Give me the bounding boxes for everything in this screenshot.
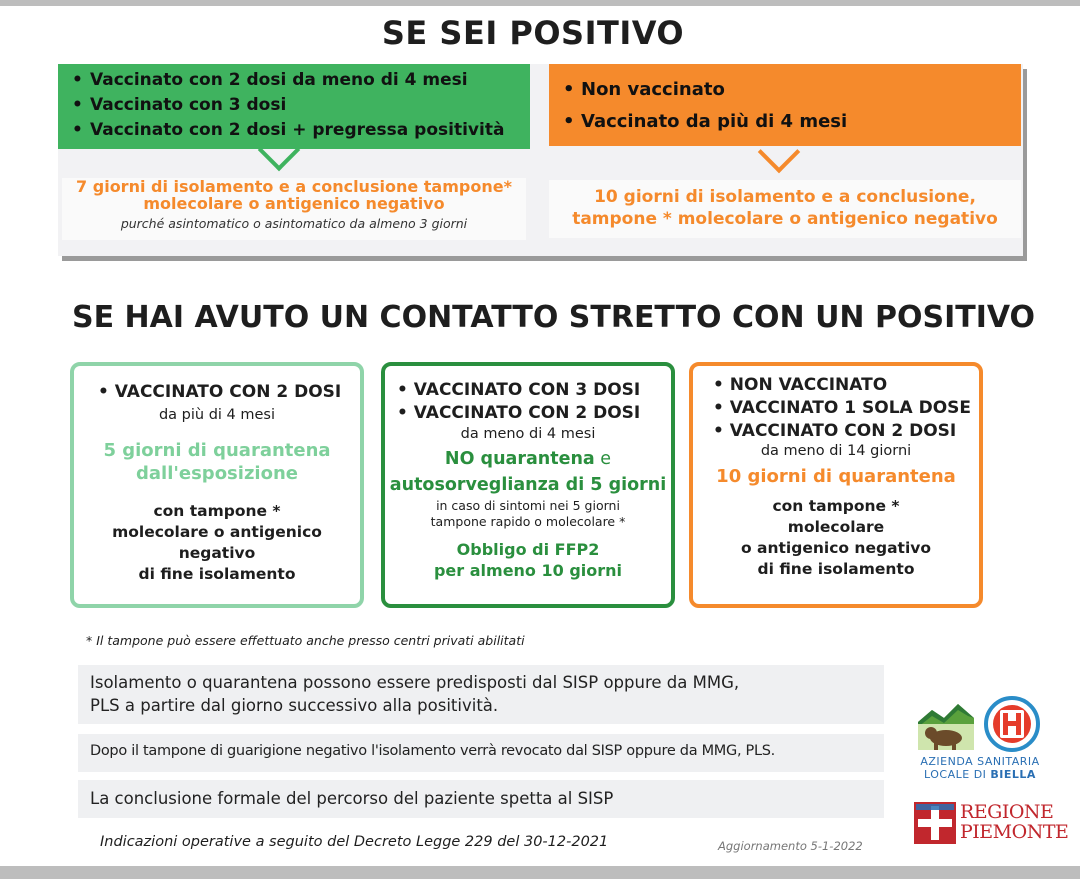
result-line: 7 giorni di isolamento e a conclusione tampone* (76, 177, 512, 196)
decree-reference: Indicazioni operative a seguito del Decreto Legge 229 del 30-12-2021 (100, 834, 609, 850)
card-highlight (385, 446, 671, 498)
asl-biella-name (912, 755, 1048, 781)
card-tail (74, 501, 360, 585)
not-vaccinated-result (549, 180, 1021, 238)
info-line: PLS a partire dal giorno successivo alla positività. (90, 696, 499, 715)
asl-city: BIELLA (990, 768, 1036, 781)
footnote: * Il tampone può essere effettuato anche presso centri privati abilitati (86, 633, 525, 648)
contact-card-2-doses-old (70, 362, 364, 608)
tail-line: di fine isolamento (138, 565, 296, 583)
regione-line: REGIONE (960, 801, 1054, 823)
regione-line: PIEMONTE (960, 821, 1069, 843)
result-line: 10 giorni di isolamento e a conclusione, (594, 187, 976, 207)
tail-line: con tampone * (772, 497, 900, 515)
list-item: • Vaccinato con 2 dosi + pregressa positività (58, 118, 530, 143)
result-line: molecolare o antigenico negativo (143, 194, 445, 213)
card-highlight (74, 439, 360, 485)
result-line: tampone * molecolare o antigenico negativo (572, 209, 998, 229)
info-box-revocation: Dopo il tampone di guarigione negativo l'isolamento verrà revocato dal SISP oppure da MMG, PLS. (78, 734, 884, 772)
tail-line: o antigenico negativo (740, 539, 932, 557)
contact-card-not-vaccinated (689, 362, 983, 608)
asl-line: LOCALE DI (924, 768, 991, 781)
card-highlight: 10 giorni di quarantena (716, 466, 956, 487)
list-item: • Vaccinato da più di 4 mesi (549, 106, 1021, 138)
top-border (0, 0, 1080, 6)
card-sub: da più di 4 mesi (158, 407, 276, 423)
tail-line: molecolare (787, 518, 885, 536)
highlight-line: dall'esposizione (136, 463, 298, 484)
regione-piemonte-name (960, 802, 1068, 842)
card-item: • VACCINATO CON 2 DOSI (385, 402, 671, 425)
hospital-h-icon (986, 698, 1038, 750)
ffp2-requirement (385, 539, 671, 581)
card-tail (693, 496, 979, 580)
tail-line: di fine isolamento (757, 560, 915, 578)
card-item: • VACCINATO CON 2 DOSI (74, 381, 360, 404)
info-box-conclusion: La conclusione formale del percorso del paziente spetta al SISP (78, 780, 884, 818)
card-sub: da meno di 14 giorni (760, 443, 912, 459)
card-item: • VACCINATO CON 3 DOSI (385, 379, 671, 402)
bottom-border (0, 866, 1080, 879)
tail-line: con tampone * (153, 502, 281, 520)
contact-card-3-doses (381, 362, 675, 608)
contact-section-title: SE HAI AVUTO UN CONTATTO STRETTO CON UN POSITIVO (72, 300, 1036, 335)
regione-piemonte-logo (914, 802, 956, 844)
vaccinated-list (58, 64, 530, 143)
not-vaccinated-list (549, 64, 1021, 138)
info-box-isolation (78, 665, 884, 724)
card-item: • VACCINATO 1 SOLA DOSE (693, 397, 979, 420)
vaccinated-box (58, 64, 530, 149)
update-date: Aggiornamento 5-1-2022 (718, 839, 863, 853)
highlight-line: 5 giorni di quarantena (103, 440, 331, 461)
note-line: tampone rapido o molecolare * (430, 514, 626, 529)
note-line: in caso di sintomi nei 5 giorni (436, 498, 620, 513)
positive-section-title: SE SEI POSITIVO (381, 14, 685, 52)
card-item: • NON VACCINATO (693, 374, 979, 397)
ffp-line: Obbligo di FFP2 (456, 540, 600, 559)
tail-line: negativo (178, 544, 256, 562)
bear-emblem-icon (918, 704, 974, 750)
highlight-line: NO quarantena (444, 449, 595, 469)
highlight-line: autosorveglianza di 5 giorni (389, 475, 667, 495)
vaccinated-result (62, 178, 526, 240)
list-item: • Vaccinato con 2 dosi da meno di 4 mesi (58, 68, 530, 93)
card-sub: da meno di 4 mesi (460, 426, 596, 442)
not-vaccinated-box (549, 64, 1021, 146)
list-item: • Non vaccinato (549, 74, 1021, 106)
card-item: • VACCINATO CON 2 DOSI (693, 420, 979, 443)
info-line: Isolamento o quarantena possono essere predisposti dal SISP oppure da MMG, (90, 673, 740, 692)
tail-line: molecolare o antigenico (112, 523, 322, 541)
symptoms-note (385, 498, 671, 530)
result-note: purché asintomatico o asintomatico da almeno 3 giorni (120, 216, 468, 231)
ffp-line: per almeno 10 giorni (433, 561, 623, 580)
list-item: • Vaccinato con 3 dosi (58, 93, 530, 118)
highlight-conjunction: e (594, 449, 612, 469)
asl-line: AZIENDA SANITARIA (920, 755, 1040, 768)
